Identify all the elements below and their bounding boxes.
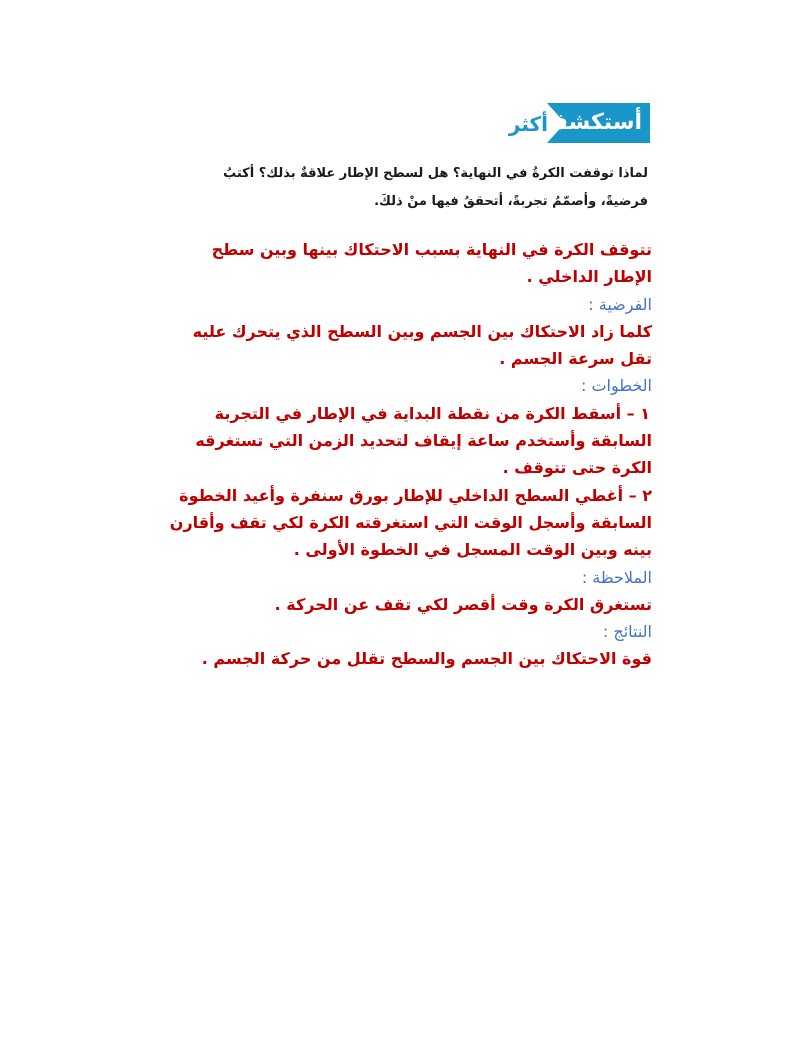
- section-subtitle: أكثر: [508, 112, 548, 136]
- step-line: السابقة وأستخدم ساعة إيقاف لتحديد الزمن التي تستغرقه: [195, 431, 652, 451]
- hypothesis-heading: الفرضية :: [588, 294, 652, 314]
- book-question-text: [223, 160, 648, 216]
- book-question-line: فرضيةً، وأصمّمُ تجربةً، أتحققُ فيها منْ ذلكَ.: [374, 194, 648, 209]
- intro-line: تتوقف الكرة في النهاية بسبب الاحتكاك بينها وبين سطح: [211, 240, 652, 259]
- step-line: الكرة حتى تتوقف .: [502, 458, 652, 478]
- observation-line: تستغرق الكرة وقت أقصر لكي تقف عن الحركة .: [274, 594, 652, 614]
- observation-heading: الملاحظة :: [581, 567, 652, 587]
- hypothesis-line: كلما زاد الاحتكاك بين الجسم وبين السطح الذي يتحرك عليه: [192, 321, 652, 341]
- answer-section: [150, 236, 652, 673]
- section-title: أستكشف: [542, 110, 642, 135]
- intro-line: الإطار الداخلي .: [526, 267, 652, 287]
- step-line: ٢ – أغطي السطح الداخلي للإطار بورق سنفرة وأعيد الخطوة: [179, 485, 652, 505]
- hypothesis-line: تقل سرعة الجسم .: [499, 349, 652, 369]
- book-excerpt-image: [223, 98, 650, 230]
- step-line: السابقة وأسجل الوقت التي استغرقته الكرة لكي تقف وأقارن: [169, 512, 652, 532]
- step-line: ١ – أسقط الكرة من نقطة البداية في الإطار في التجربة: [214, 403, 650, 423]
- results-line: قوة الاحتكاك بين الجسم والسطح تقلل من حركة الجسم .: [201, 649, 652, 669]
- section-header-banner: [485, 103, 650, 143]
- steps-heading: الخطوات :: [580, 376, 652, 396]
- book-question-line: لماذا توقفت الكرةُ في النهاية؟ هل لسطح الإطار علاقةٌ بذلك؟ أكتبُ: [223, 166, 648, 181]
- results-heading: النتائج :: [602, 622, 652, 642]
- step-line: بينه وبين الوقت المسجل في الخطوة الأولى .: [293, 540, 652, 560]
